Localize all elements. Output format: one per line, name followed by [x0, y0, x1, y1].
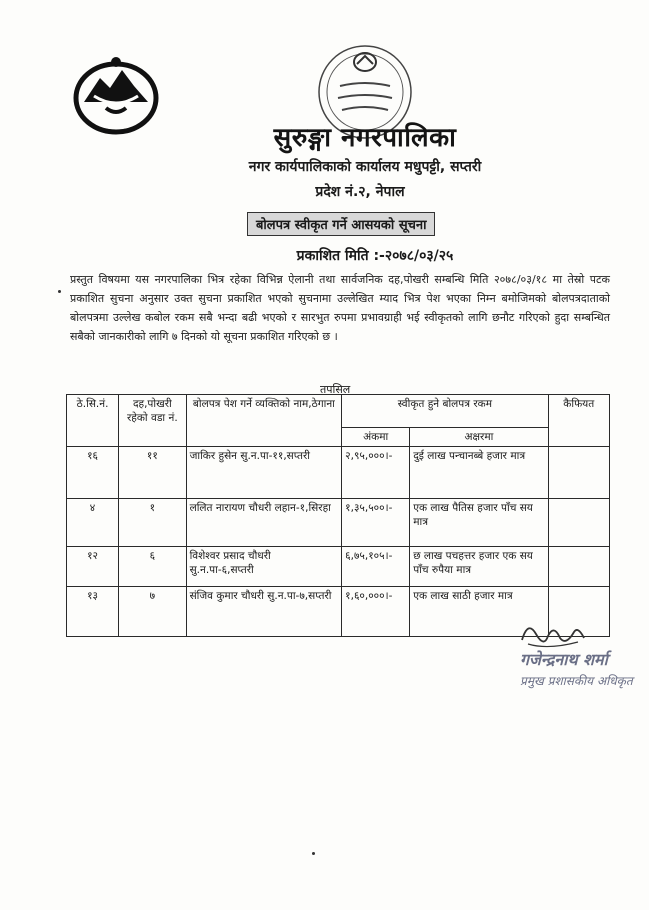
- notice-paragraph: प्रस्तुत विषयमा यस नगरपालिका भित्र रहेका विभिन्न ऐलानी तथा सार्वजनिक दह,पोखरी सम्बन्धि मिति २०७८/०३/१८ मा तेस्रो पटक प्रकाशित सुचना अनुसार उक्त सुचना प्रकाशित भएको सुचनामा उल्लेखित म्याद भित्र पेश भएका निम्न बमोजिमको बोलपत्रदाताको बोलपत्रमा उल्लेख कबोल रकम सबै भन्दा बढी भएको र सारभुत रुपमा प्रभावग्राही भई स्वीकृतको लागि छनौट गरिएको हुदा सम्बन्धित सबैको जानकारीको लागि ७ दिनको यो सूचना प्रकाशित गरिएको छ ।: [70, 273, 610, 343]
- scan-speck: [312, 852, 315, 855]
- table-row: [67, 447, 610, 499]
- header-remarks: कैफियत: [548, 395, 609, 447]
- cell-remarks: [548, 547, 609, 587]
- cell-ward: १: [119, 499, 187, 547]
- signer-name: गजेन्द्रनाथ शर्मा: [520, 650, 608, 669]
- header-ward: दह,पोखरी रहेको वडा नं.: [119, 395, 187, 447]
- notice-heading: बोलपत्र स्वीकृत गर्ने आसयको सूचना: [247, 212, 435, 236]
- cell-figures: २,९५,०००।-: [342, 447, 410, 499]
- cell-sn: ४: [67, 499, 119, 547]
- cell-words: एक लाख साठी हजार मात्र: [410, 587, 548, 637]
- cell-bidder: जाकिर हुसेन सु.न.पा-११,सप्तरी: [186, 447, 342, 499]
- header-sn: ठे.सि.नं.: [67, 395, 119, 447]
- cell-figures: १,६०,०००।-: [342, 587, 410, 637]
- signer-title: प्रमुख प्रशासकीय अधिकृत: [520, 674, 633, 688]
- cell-remarks: [548, 447, 609, 499]
- office-address: नगर कार्यपालिकाको कार्यालय मधुपट्टी, सप्तरी: [248, 159, 482, 175]
- cell-words: छ लाख पचहत्तर हजार एक सय पाँच रुपैया मात्र: [410, 547, 548, 587]
- cell-sn: १६: [67, 447, 119, 499]
- cell-words: दुई लाख पन्चानब्बे हजार मात्र: [410, 447, 548, 499]
- nepal-emblem-icon: [70, 52, 162, 136]
- cell-bidder: विशेश्वर प्रसाद चौधरी सु.न.पा-६,सप्तरी: [186, 547, 342, 587]
- scan-speck: [58, 290, 61, 293]
- cell-sn: १३: [67, 587, 119, 637]
- header-in-words: अक्षरमा: [410, 428, 548, 447]
- header-in-figures: अंकमा: [342, 428, 410, 447]
- bid-table: [66, 394, 610, 637]
- table-caption: तपसिल: [320, 383, 351, 396]
- table-row: [67, 499, 610, 547]
- handwritten-signature: [518, 616, 588, 652]
- header-bidder: बोलपत्र पेश गर्ने व्यक्तिको नाम,ठेगाना: [186, 395, 342, 447]
- province-line: प्रदेश नं.२, नेपाल: [315, 184, 405, 200]
- cell-bidder: संजिव कुमार चौधरी सु.न.पा-७,सप्तरी: [186, 587, 342, 637]
- cell-remarks: [548, 499, 609, 547]
- published-date: प्रकाशित मिति :-२०७८/०३/२५: [296, 248, 454, 264]
- cell-ward: ६: [119, 547, 187, 587]
- cell-bidder: ललित नारायण चौधरी लहान-१,सिरहा: [186, 499, 342, 547]
- cell-sn: १२: [67, 547, 119, 587]
- table-row: [67, 547, 610, 587]
- cell-figures: १,३५,५००।-: [342, 499, 410, 547]
- cell-ward: ११: [119, 447, 187, 499]
- header-amount-group: स्वीकृत हुने बोलपत्र रकम: [342, 395, 548, 428]
- cell-words: एक लाख पैतिस हजार पाँच सय मात्र: [410, 499, 548, 547]
- cell-figures: ६,७५,१०५।-: [342, 547, 410, 587]
- cell-ward: ७: [119, 587, 187, 637]
- municipality-title: सुरुङ्गा नगरपालिका: [273, 123, 457, 153]
